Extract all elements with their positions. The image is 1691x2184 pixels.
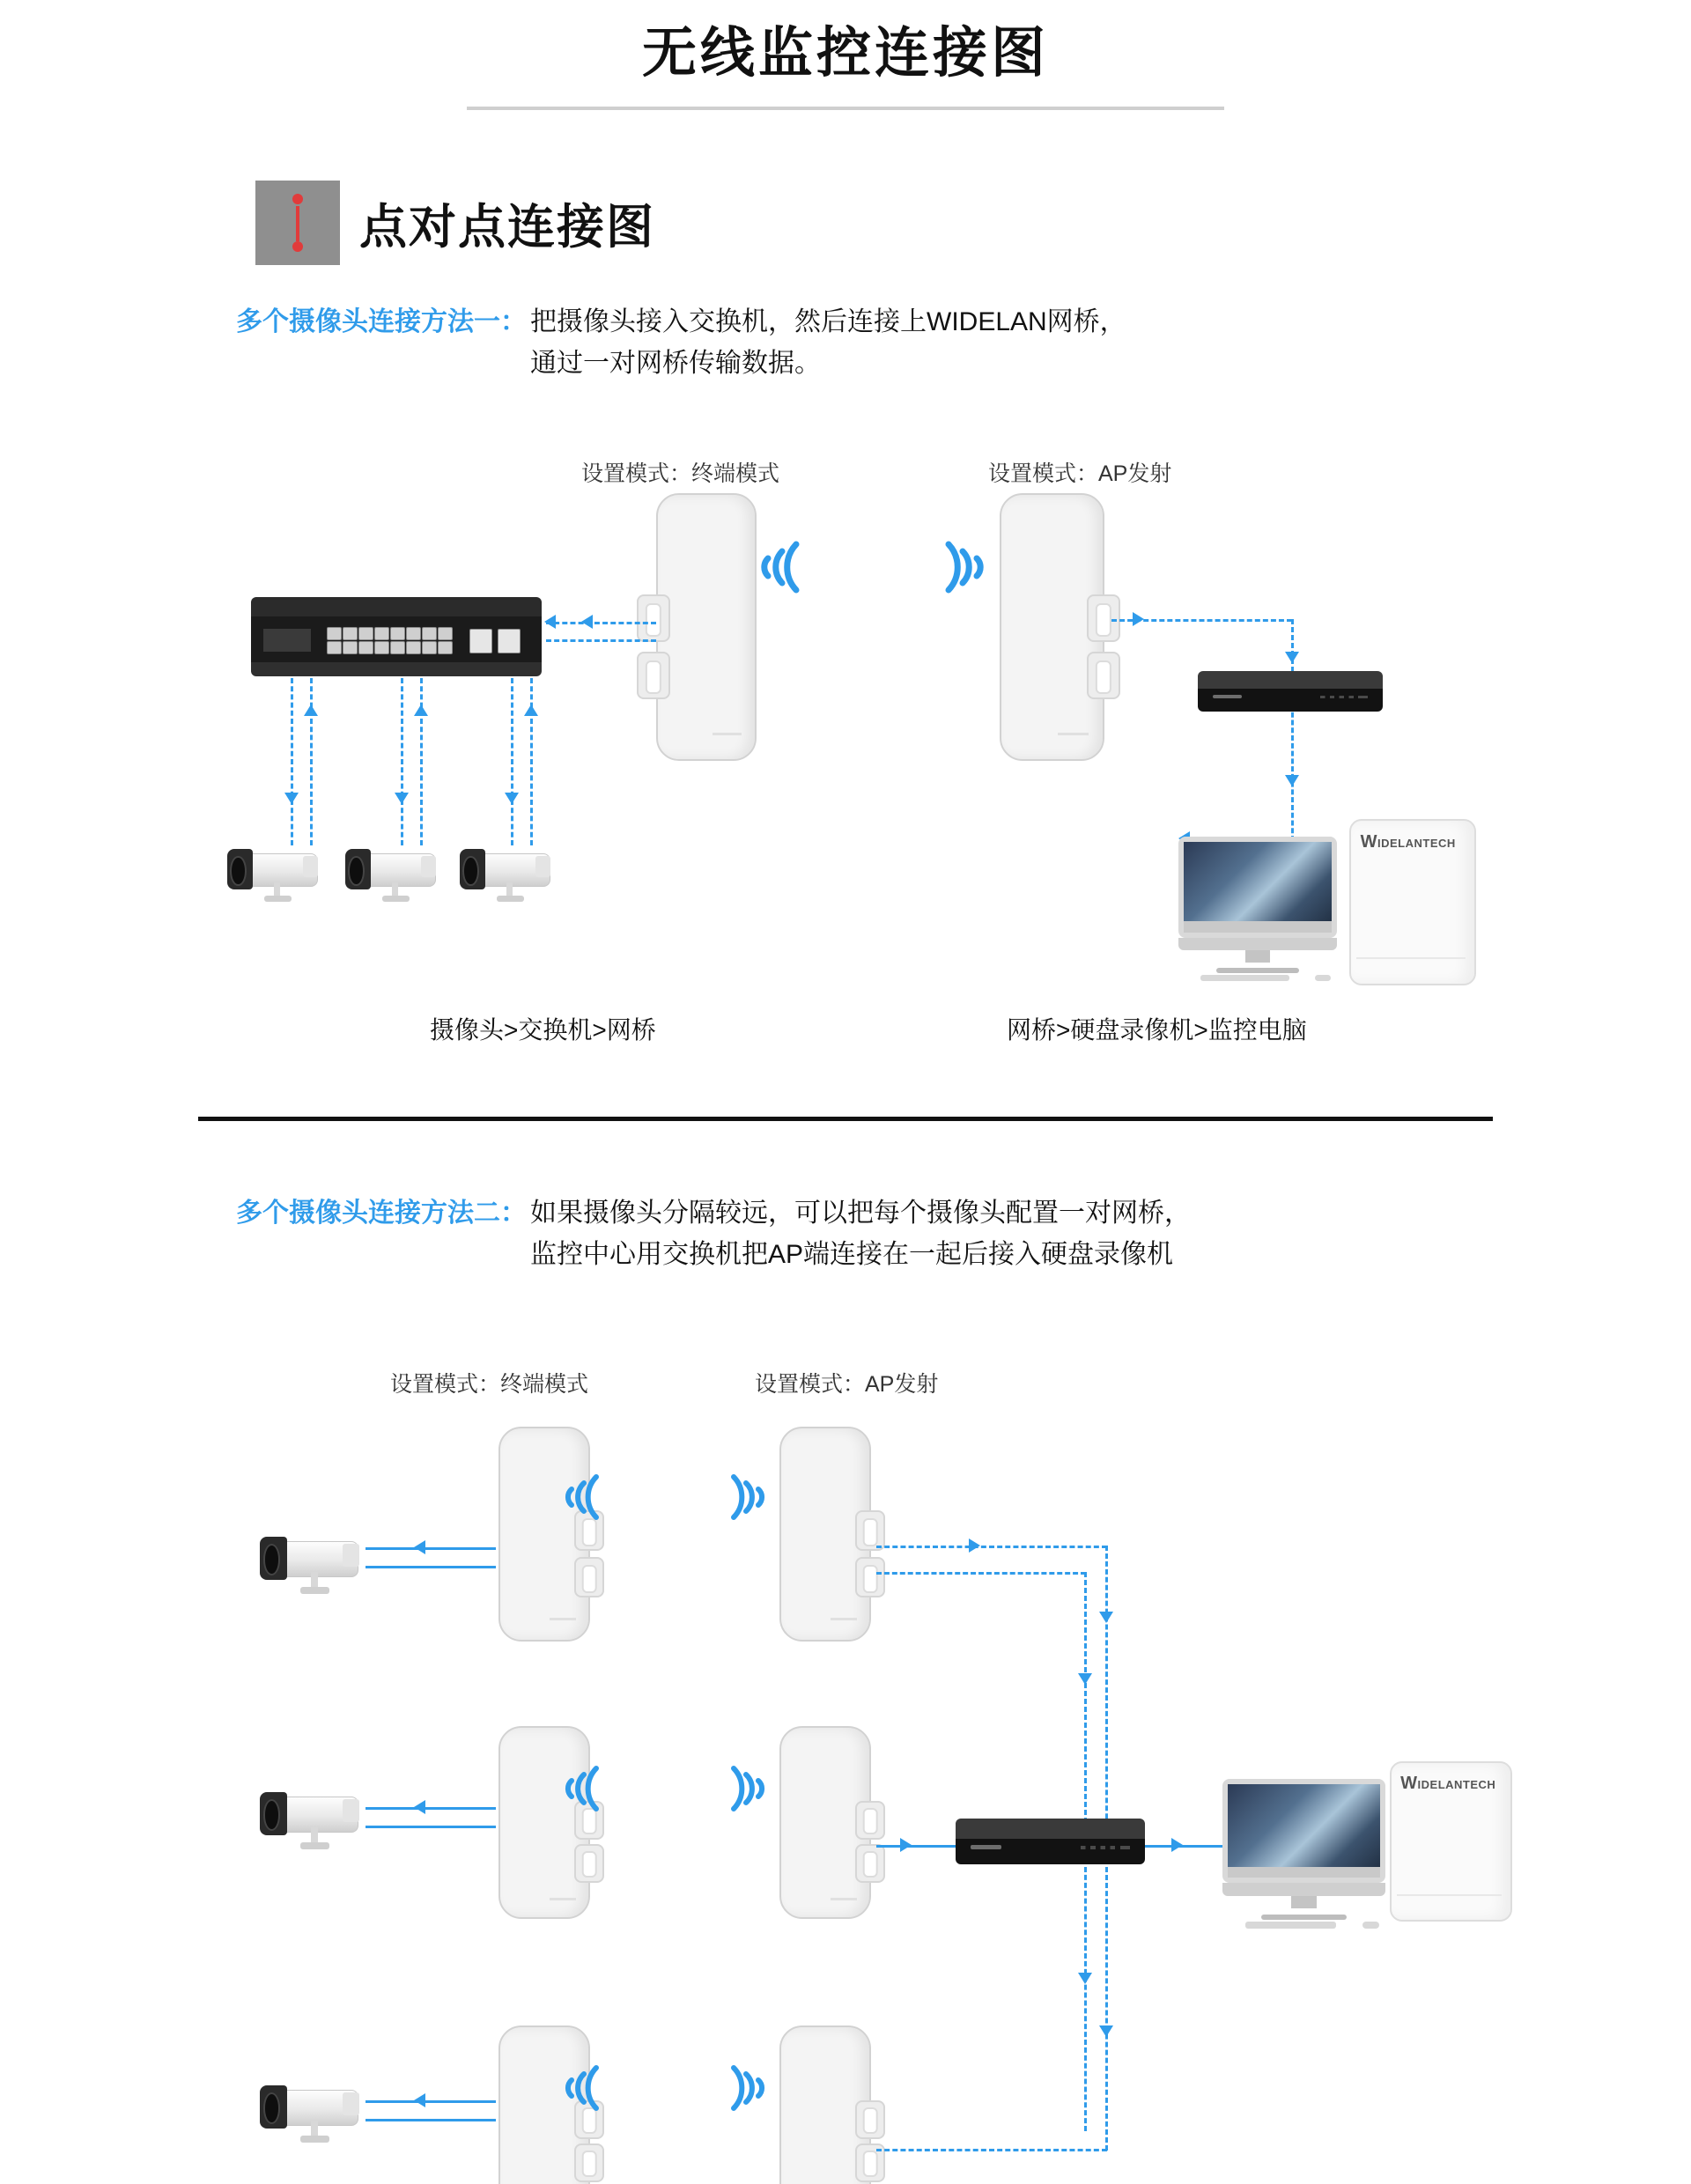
wifi-signal-icon <box>564 2063 608 2113</box>
section1-method <box>236 302 1487 384</box>
trunk-down-1 <box>1105 1546 1108 1858</box>
camera-3 <box>260 2077 366 2151</box>
trunk-down-3b <box>1084 1867 1087 2131</box>
bridge-ap-2 <box>779 1726 868 1915</box>
link-camera1 <box>291 678 293 845</box>
section1-mode-left: 设置模式：终端模式 <box>581 461 780 486</box>
link-cam1-bridge <box>366 1547 496 1550</box>
location-pin-icon <box>255 181 340 265</box>
link-camera2b <box>420 678 423 845</box>
section2-method-label: 多个摄像头连接方法二： <box>236 1199 527 1228</box>
camera-2 <box>260 1783 366 1857</box>
link-arrow <box>1078 1973 1092 1984</box>
wifi-signal-icon <box>722 1472 766 1522</box>
bridge-client-2 <box>498 1726 587 1915</box>
section2-mode-right: 设置模式：AP发射 <box>755 1372 939 1397</box>
link-arrow <box>1133 612 1144 626</box>
link-arrow <box>505 793 519 804</box>
link-arrow <box>900 1838 912 1852</box>
switch-device <box>251 597 542 676</box>
link-cam2-bridge-b <box>366 1826 496 1828</box>
section2-mode-left: 设置模式：终端模式 <box>390 1372 589 1397</box>
camera-2 <box>345 841 442 910</box>
wifi-signal-icon <box>564 1472 608 1522</box>
link-arrow <box>414 1540 425 1554</box>
section-divider <box>198 1117 1493 1121</box>
wireless-bridge-client <box>656 493 753 757</box>
widelantech-ap-panel <box>1349 819 1473 982</box>
wifi-signal-icon <box>722 2063 766 2113</box>
link-arrow <box>1285 775 1299 786</box>
camera-1 <box>260 1528 366 1602</box>
link-nvr-monitor <box>1145 1845 1222 1848</box>
section1-method-line2: 通过一对网桥传输数据。 <box>530 348 821 378</box>
brand-mark: W <box>1360 831 1377 852</box>
link-ap1-trunk-b <box>876 1572 1086 1575</box>
imac-monitor <box>1222 1779 1385 1920</box>
wifi-signal-icon <box>722 1764 766 1813</box>
link-camera1b <box>310 678 313 845</box>
link-ap1-trunk <box>876 1546 1107 1548</box>
link-arrow <box>1171 1838 1183 1852</box>
trunk-down-3 <box>1105 1867 1108 2151</box>
section1-flow-left: 摄像头>交换机>网桥 <box>430 1016 656 1044</box>
bridge-client-1 <box>498 1427 587 1638</box>
link-camera3 <box>511 678 513 845</box>
link-switch-to-bridge-2 <box>546 639 656 642</box>
link-switch-to-bridge <box>546 622 656 624</box>
link-cam3-bridge-b <box>366 2119 496 2121</box>
camera-3 <box>460 841 557 910</box>
link-ap2-nvr <box>876 1845 956 1848</box>
link-arrow <box>581 615 593 629</box>
page-title: 无线监控连接图 <box>641 23 1049 84</box>
link-arrow <box>304 705 318 716</box>
camera-1 <box>227 841 324 910</box>
link-nvr-down <box>1291 619 1294 672</box>
title-divider <box>467 107 1224 110</box>
section2-method-line1: 如果摄像头分隔较远，可以把每个摄像头配置一对网桥， <box>530 1199 1191 1228</box>
bridge-ap-1 <box>779 1427 868 1638</box>
link-arrow <box>395 793 409 804</box>
link-arrow <box>284 793 299 804</box>
nvr-recorder <box>1198 671 1383 712</box>
link-arrow <box>1285 652 1299 663</box>
link-arrow <box>544 615 556 629</box>
link-arrow <box>1099 1612 1113 1623</box>
brand-text: IDELANTECH <box>1377 836 1456 850</box>
wifi-signal-icon <box>564 1764 608 1813</box>
section2-method-line2: 监控中心用交换机把AP端连接在一起后接入硬盘录像机 <box>530 1239 1174 1269</box>
link-cam1-bridge-b <box>366 1566 496 1568</box>
widelantech-ap-panel <box>1390 1761 1509 1918</box>
wireless-bridge-ap <box>1000 493 1101 757</box>
bridge-ap-3 <box>779 2025 868 2184</box>
section1-flow-right: 网桥>硬盘录像机>监控电脑 <box>1007 1016 1307 1044</box>
section1-method-label: 多个摄像头连接方法一： <box>236 307 527 336</box>
link-camera2 <box>401 678 403 845</box>
nvr-recorder <box>956 1819 1145 1864</box>
link-nvr-to-pc <box>1291 705 1294 841</box>
section1-mode-right: 设置模式：AP发射 <box>988 461 1172 486</box>
brand-text: IDELANTECH <box>1417 1778 1496 1792</box>
link-arrow <box>1078 1673 1092 1685</box>
link-cam3-bridge <box>366 2100 496 2103</box>
link-ap3-trunk <box>876 2149 1107 2151</box>
section1-title: 点对点连接图 <box>359 200 655 254</box>
section1-method-line1: 把摄像头接入交换机，然后连接上WIDELAN网桥， <box>530 307 1126 336</box>
wifi-signal-icon <box>936 539 986 595</box>
wifi-signal-icon <box>759 539 809 595</box>
section2-method <box>236 1193 1191 1275</box>
link-arrow <box>414 705 428 716</box>
link-arrow <box>414 2093 425 2107</box>
link-cam2-bridge <box>366 1807 496 1810</box>
link-arrow <box>969 1538 980 1553</box>
brand-mark: W <box>1400 1774 1418 1794</box>
link-arrow <box>1099 2025 1113 2037</box>
imac-monitor <box>1178 837 1337 973</box>
link-arrow <box>414 1800 425 1814</box>
link-arrow <box>524 705 538 716</box>
section1-heading <box>255 181 1691 265</box>
link-camera3b <box>530 678 533 845</box>
